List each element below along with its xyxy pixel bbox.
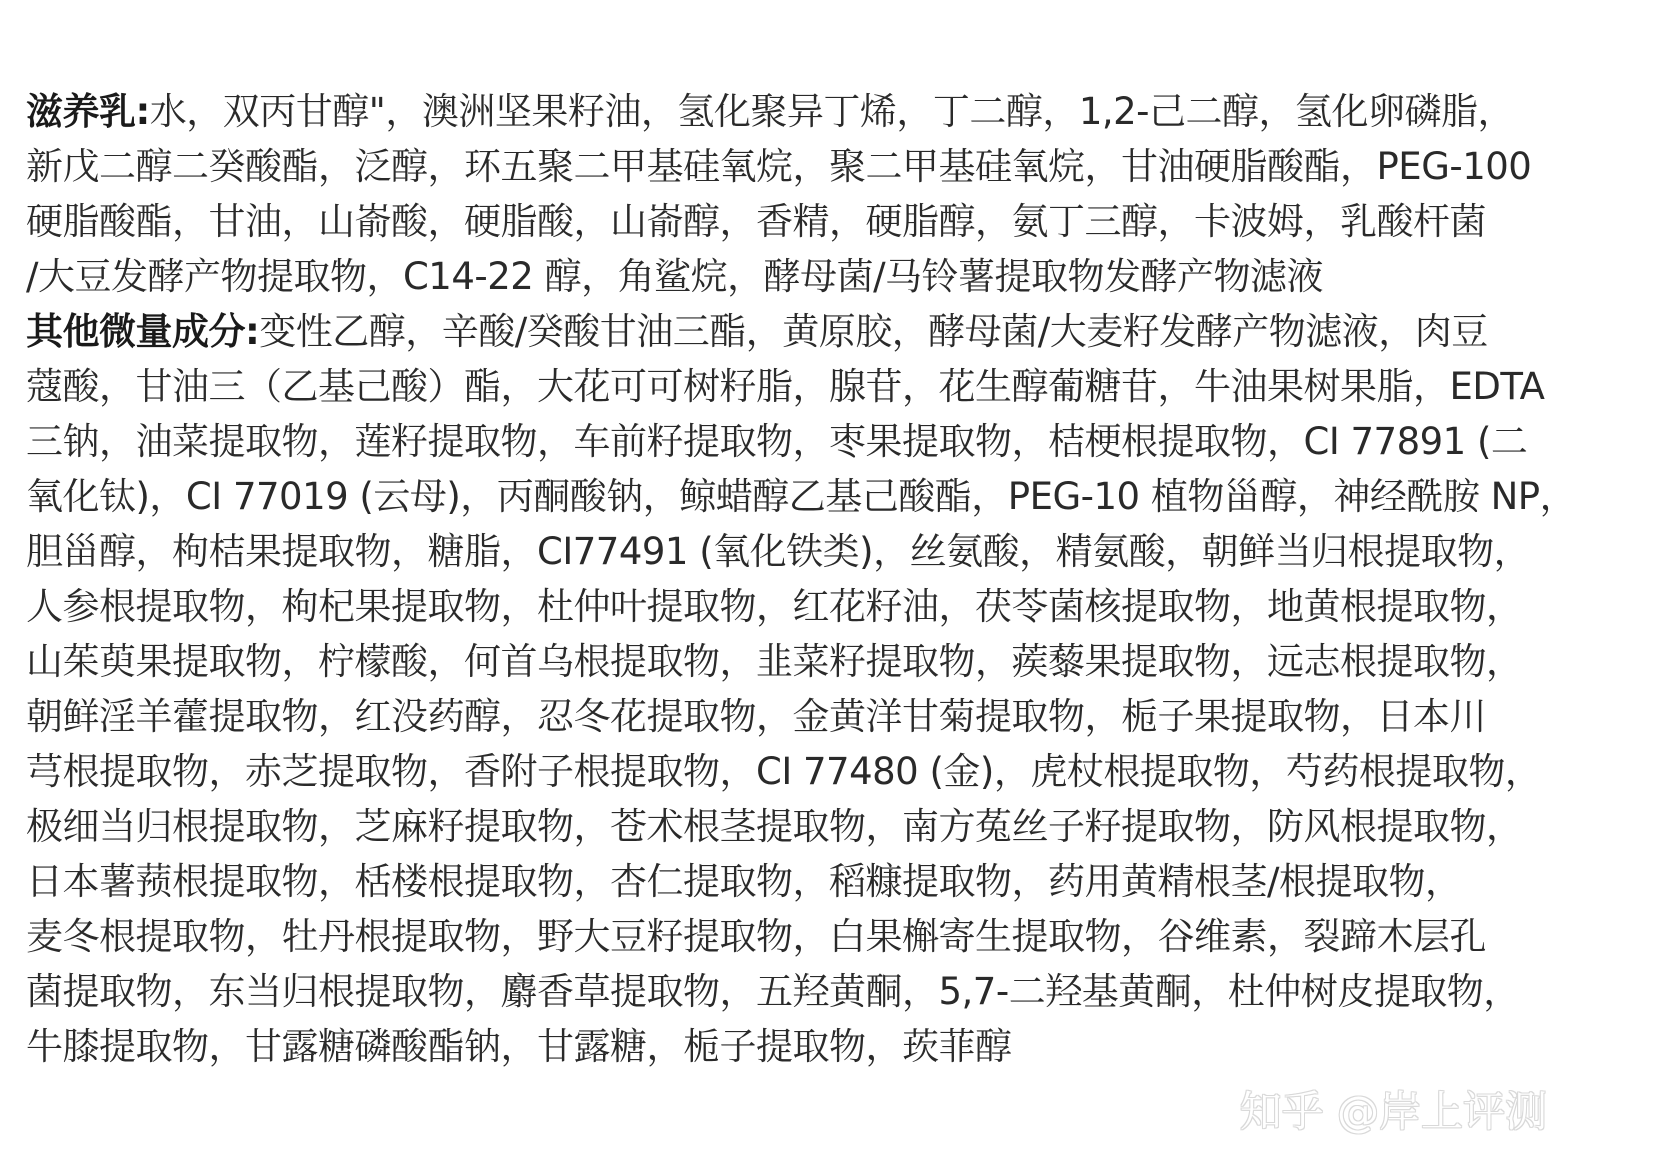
section1-label: 滋养乳:	[26, 90, 150, 133]
section2-line-10: 极细当归根提取物，芝麻籽提取物，苍术根茎提取物，南方菟丝子籽提取物，防风根提取物，	[26, 805, 1523, 848]
section2-line-9: 芎根提取物，赤芝提取物，香附子根提取物，CI 77480 (金)，虎杖根提取物，芍药根提取物，	[26, 750, 1542, 793]
section2-line-3: 三钠，油菜提取物，莲籽提取物，车前籽提取物，枣果提取物，桔梗根提取物，CI 77891 (二	[26, 420, 1528, 463]
section2-line-4: 氧化钛)，CI 77019 (云母)，丙酮酸钠，鲸蜡醇乙基己酸酯，PEG-10 植物甾醇，神经酰胺 NP，	[26, 475, 1577, 518]
section2-line-5: 胆甾醇，枸桔果提取物，糖脂，CI77491 (氧化铁类)，丝氨酸，精氨酸，朝鲜当归根提取物，	[26, 530, 1531, 573]
section2-line-12: 麦冬根提取物，牡丹根提取物，野大豆籽提取物，白果槲寄生提取物，谷维素，裂蹄木层孔	[26, 915, 1486, 958]
section1-line-4: /大豆发酵产物提取物，C14-22 醇，角鲨烷，酵母菌/马铃薯提取物发酵产物滤液	[26, 255, 1324, 298]
section1-text-1: 水，双丙甘醇"，澳洲坚果籽油，氢化聚异丁烯，丁二醇，1,2-己二醇，氢化卵磷脂，	[149, 90, 1515, 133]
ingredient-list-document	[26, 84, 1646, 1074]
section2-line-13: 菌提取物，东当归根提取物，麝香草提取物，五羟黄酮，5,7-二羟基黄酮，杜仲树皮提取物，	[26, 970, 1520, 1013]
section2-line-7: 山茱萸果提取物，柠檬酸，何首乌根提取物，韭菜籽提取物，蒺藜果提取物，远志根提取物，	[26, 640, 1523, 683]
section2-line-2: 蔻酸，甘油三（乙基己酸）酯，大花可可树籽脂，腺苷，花生醇葡糖苷，牛油果树果脂，EDTA	[26, 365, 1545, 408]
section2-text-1: 变性乙醇，辛酸/癸酸甘油三酯，黄原胶，酵母菌/大麦籽发酵产物滤液，肉豆	[259, 310, 1488, 353]
section2-line-1	[26, 304, 1646, 359]
section2-line-6: 人参根提取物，枸杞果提取物，杜仲叶提取物，红花籽油，茯苓菌核提取物，地黄根提取物，	[26, 585, 1523, 628]
section1-line-2: 新戊二醇二癸酸酯，泛醇，环五聚二甲基硅氧烷，聚二甲基硅氧烷，甘油硬脂酸酯，PEG-100	[26, 145, 1532, 188]
section2-label: 其他微量成分:	[26, 310, 260, 353]
section2-line-14: 牛膝提取物，甘露糖磷酸酯钠，甘露糖，栀子提取物，莰菲醇	[26, 1025, 1012, 1068]
section2-line-8: 朝鲜淫羊藿提取物，红没药醇，忍冬花提取物，金黄洋甘菊提取物，栀子果提取物，日本川	[26, 695, 1486, 738]
section2-line-11: 日本薯蓣根提取物，栝楼根提取物，杏仁提取物，稻糠提取物，药用黄精根茎/根提取物，	[26, 860, 1462, 903]
zhihu-watermark: 知乎 @岸上评测	[1239, 1087, 1547, 1136]
section1-line-3: 硬脂酸酯，甘油，山嵛酸，硬脂酸，山嵛醇，香精，硬脂醇，氨丁三醇，卡波姆，乳酸杆菌	[26, 200, 1486, 243]
section1-line-1	[26, 84, 1646, 139]
